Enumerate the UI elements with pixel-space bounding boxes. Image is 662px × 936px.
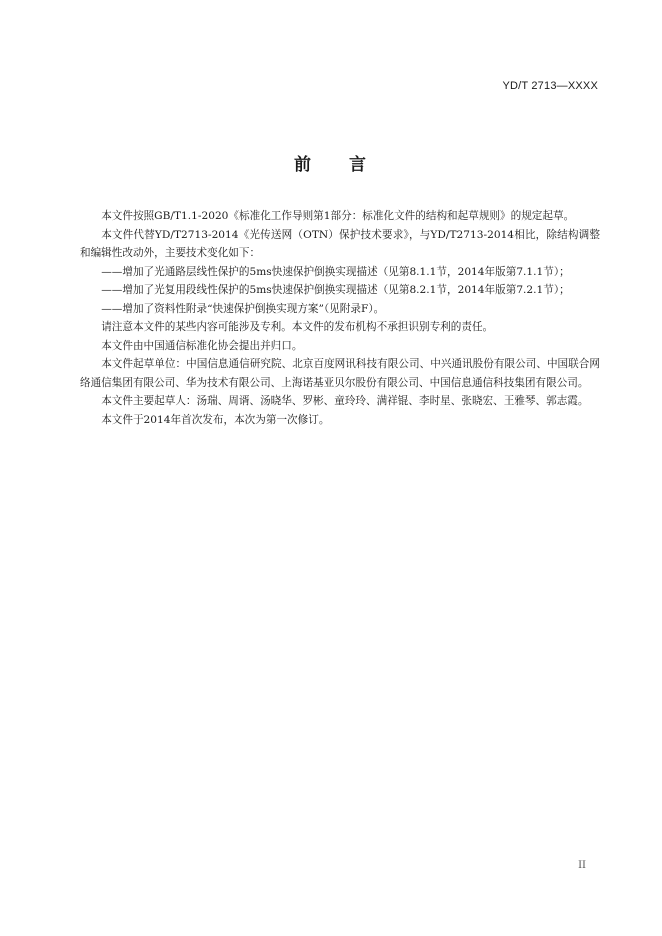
title-char-2: 言 (349, 155, 368, 175)
paragraph-drafting-units: 本文件起草单位：中国信息通信研究院、北京百度网讯科技有限公司、中兴通讯股份有限公司、中国联合网络通信集团有限公司、华为技术有限公司、上海诺基亚贝尔股份有限公司、中国信息通信科技集团有限公司。 (80, 358, 600, 389)
paragraph-proposer: 本文件由中国通信标准化协会提出并归口。 (101, 339, 303, 352)
page-title (0, 150, 662, 175)
change-item-oms-protection: ——增加了光复用段线性保护的5ms快速保护倒换实现描述（见第8.2.1节，2014年版第7.2.1节）； (101, 284, 570, 296)
page-number: II (578, 860, 586, 871)
paragraph-publication-history: 本文件于2014年首次发布，本次为第一次修订。 (101, 413, 330, 426)
change-item-och-protection: ——增加了光通路层线性保护的5ms快速保护倒换实现描述（见第8.1.1节，2014年版第7.1.1节）； (101, 265, 570, 278)
change-item-appendix: ——增加了资料性附录“快速保护倒换实现方案”（见附录F）。 (101, 302, 385, 315)
paragraph-replacement: 本文件代替YD/T2713-2014《光传送网（OTN）保护技术要求》，与YD/T2713-2014相比，除结构调整和编辑性改动外，主要技术变化如下： (80, 228, 600, 259)
title-char-1: 前 (294, 155, 313, 175)
paragraph-patent-notice: 请注意本文件的某些内容可能涉及专利。本文件的发布机构不承担识别专利的责任。 (101, 321, 494, 333)
foreword-body (80, 207, 600, 429)
standard-code: YD/T 2713—XXXX (502, 80, 598, 92)
paragraph-drafting-basis: 本文件按照GB/T1.1-2020《标准化工作导则第1部分：标准化文件的结构和起草规则》的规定起草。 (101, 210, 575, 222)
paragraph-drafters: 本文件主要起草人：汤瑞、周谞、汤晓华、罗彬、童玲玲、满祥锟、李时星、张晓宏、王雅琴、郭志霞。 (101, 395, 589, 407)
